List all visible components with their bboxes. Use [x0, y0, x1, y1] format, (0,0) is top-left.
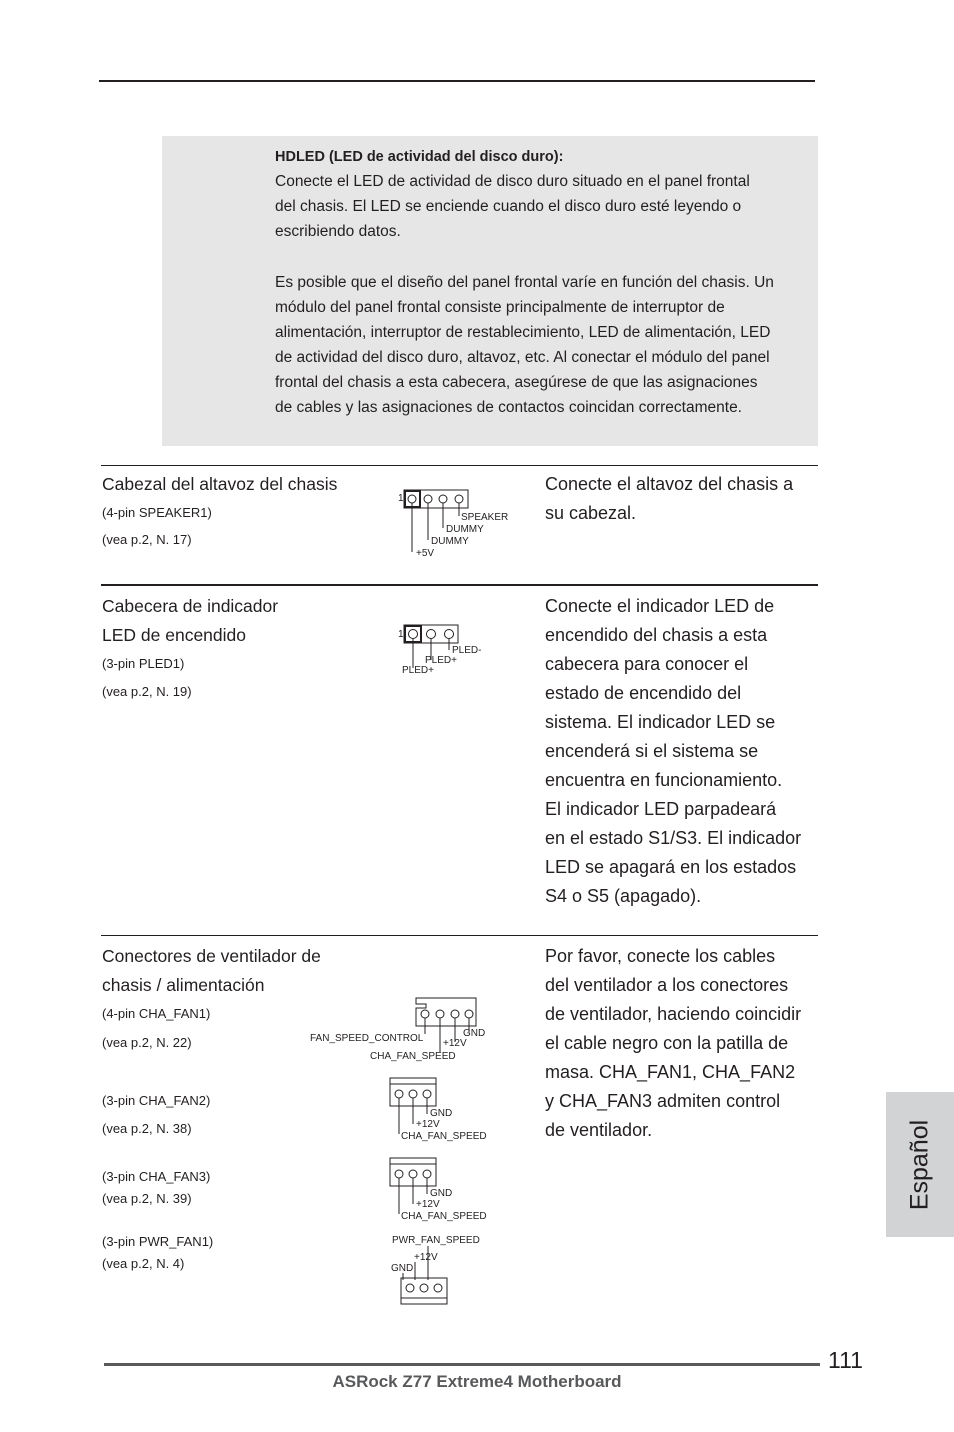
- pwr-fan1-ref: (vea p.2, N. 4): [102, 1256, 185, 1271]
- hdled-line: Conecte el LED de actividad de disco duro situado en el panel frontal: [275, 173, 750, 190]
- fan-pin-label: GND: [430, 1188, 453, 1199]
- speaker-pin-label: DUMMY: [446, 524, 484, 535]
- pled-desc-line: LED se apagará en los estados: [545, 857, 797, 877]
- section-divider: [101, 465, 818, 466]
- hdled-note-line: alimentación, interruptor de restablecimiento, LED de alimentación, LED: [275, 324, 771, 341]
- fans-title: chasis / alimentación: [102, 975, 265, 995]
- pled-header-diagram: [396, 622, 486, 678]
- pled-desc-line: encenderá si el sistema se: [545, 741, 759, 761]
- speaker-desc-line: Conecte el altavoz del chasis a: [545, 474, 794, 494]
- language-tab-label: Español: [905, 1119, 934, 1210]
- fan-pin-label: CHA_FAN_SPEED: [370, 1051, 456, 1062]
- speaker-pin-label: DUMMY: [431, 536, 469, 547]
- footer-rule: [104, 1363, 820, 1366]
- pled-desc-line: S4 o S5 (apagado).: [545, 886, 702, 906]
- pled-pin-label: PLED-: [452, 645, 482, 656]
- pled-ref: (vea p.2, N. 19): [102, 684, 192, 699]
- hdled-title: HDLED (LED de actividad del disco duro):: [275, 149, 564, 165]
- speaker-desc: [545, 470, 825, 528]
- pled-title: LED de encendido: [102, 625, 246, 645]
- pled-desc-line: en el estado S1/S3. El indicador: [545, 828, 802, 848]
- fan-pin-label: CHA_FAN_SPEED: [401, 1211, 487, 1222]
- pled-desc-line: Conecte el indicador LED de: [545, 596, 775, 616]
- fan-pin-label: +12V: [416, 1199, 440, 1210]
- fans-desc-line: masa. CHA_FAN1, CHA_FAN2: [545, 1062, 796, 1082]
- hdled-note-line: módulo del panel frontal consiste principalmente de interruptor de: [275, 299, 725, 316]
- speaker-ref: (vea p.2, N. 17): [102, 532, 192, 547]
- pled-desc-line: sistema. El indicador LED se: [545, 712, 776, 732]
- pwr-fan1-pins: (3-pin PWR_FAN1): [102, 1234, 214, 1249]
- pled-pin-label: PLED+: [425, 655, 457, 666]
- cha-fan1-pins: (4-pin CHA_FAN1): [102, 1006, 211, 1021]
- fans-desc-line: Por favor, conecte los cables: [545, 946, 776, 966]
- pled-desc-line: El indicador LED parpadeará: [545, 799, 777, 819]
- pled-desc-line: encuentra en funcionamiento.: [545, 770, 783, 790]
- section-divider: [101, 584, 818, 586]
- fans-desc-line: de ventilador.: [545, 1120, 653, 1140]
- fans-desc-line: y CHA_FAN3 admiten control: [545, 1091, 781, 1111]
- speaker-pins: (4-pin SPEAKER1): [102, 505, 212, 520]
- speaker-pin-label: SPEAKER: [461, 512, 509, 523]
- fans-title: Conectores de ventilador de: [102, 946, 321, 966]
- hdled-line: escribiendo datos.: [275, 223, 401, 240]
- cha-fan2-pins: (3-pin CHA_FAN2): [102, 1093, 211, 1108]
- speaker-header-diagram: [396, 486, 516, 560]
- fan-pin-label: +12V: [414, 1252, 438, 1263]
- pwr-fan1-diagram: [388, 1232, 498, 1308]
- top-rule: [99, 80, 815, 82]
- cha-fan2-ref: (vea p.2, N. 38): [102, 1121, 192, 1136]
- fan-pin-label: GND: [391, 1263, 414, 1274]
- language-tab: [886, 1092, 954, 1237]
- pled-title: Cabecera de indicador: [102, 596, 279, 616]
- cha-fan3-ref: (vea p.2, N. 39): [102, 1191, 192, 1206]
- fan-pin-label: GND: [463, 1028, 486, 1039]
- fan-pin-label: PWR_FAN_SPEED: [392, 1235, 480, 1246]
- page-number: 111: [828, 1347, 863, 1373]
- speaker-pin-label: +5V: [416, 548, 435, 559]
- fan-pin-label: FAN_SPEED_CONTROL: [310, 1033, 424, 1044]
- fans-desc-line: del ventilador a los conectores: [545, 975, 789, 995]
- pled-desc: [545, 592, 825, 911]
- hdled-note-line: Es posible que el diseño del panel frontal varíe en función del chasis. Un: [275, 274, 774, 291]
- fans-desc-line: el cable negro con la patilla de: [545, 1033, 789, 1053]
- section-divider: [101, 935, 818, 936]
- pled-desc-line: cabecera para conocer el: [545, 654, 749, 674]
- pin1-label: 1: [398, 493, 404, 504]
- pled-desc-line: encendido del chasis a esta: [545, 625, 768, 645]
- cha-fan1-diagram: [308, 996, 498, 1064]
- pled-pins: (3-pin PLED1): [102, 656, 185, 671]
- hdled-line: del chasis. El LED se enciende cuando el disco duro esté leyendo o: [275, 198, 742, 215]
- fans-desc-line: de ventilador, haciendo coincidir: [545, 1004, 802, 1024]
- footer-title: ASRock Z77 Extreme4 Motherboard: [332, 1372, 622, 1391]
- hdled-note-line: frontal del chasis a esta cabecera, asegúrese de que las asignaciones: [275, 374, 758, 391]
- cha-fan2-diagram: [388, 1076, 498, 1144]
- speaker-desc-line: su cabezal.: [545, 503, 637, 523]
- fan-pin-label: +12V: [443, 1038, 467, 1049]
- hdled-note-line: de cables y las asignaciones de contactos coincidan correctamente.: [275, 399, 742, 416]
- pled-desc-line: estado de encendido del: [545, 683, 742, 703]
- cha-fan1-ref: (vea p.2, N. 22): [102, 1035, 192, 1050]
- cha-fan3-pins: (3-pin CHA_FAN3): [102, 1169, 211, 1184]
- fans-desc: [545, 942, 825, 1145]
- speaker-title: Cabezal del altavoz del chasis: [102, 474, 338, 494]
- fan-pin-label: CHA_FAN_SPEED: [401, 1131, 487, 1142]
- hdled-note-line: de actividad del disco duro, altavoz, etc. Al conectar el módulo del panel: [275, 349, 770, 366]
- pin1-label: 1: [398, 629, 404, 640]
- fan-pin-label: +12V: [416, 1119, 440, 1130]
- pled-pin-label: PLED+: [402, 665, 434, 676]
- fan-pin-label: GND: [430, 1108, 453, 1119]
- cha-fan3-diagram: [388, 1156, 498, 1224]
